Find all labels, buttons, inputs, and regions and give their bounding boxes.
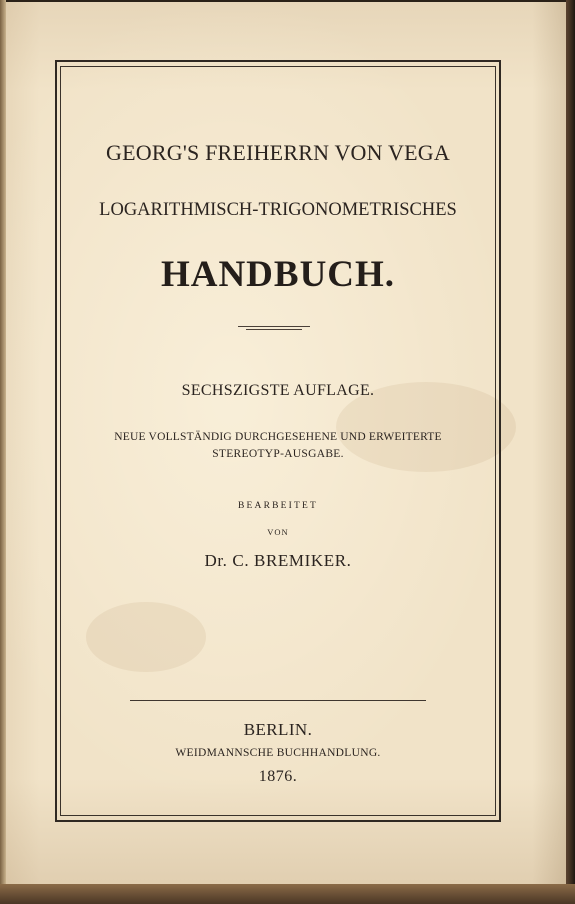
author-line: GEORG'S FREIHERRN VON VEGA [106, 140, 450, 165]
title-ornament-rule [246, 329, 302, 330]
edition-statement: SECHSZIGSTE AUFLAGE. [181, 382, 375, 399]
imprint-divider [130, 700, 426, 701]
page-edge-right [566, 0, 575, 904]
publication-city: BERLIN. [243, 720, 313, 739]
title-ornament-rule [238, 326, 310, 327]
publisher-name: WEIDMANNSCHE BUCHHANDLUNG. [175, 747, 381, 759]
publication-year: 1876. [258, 768, 298, 785]
edited-label: BEARBEITET [237, 501, 319, 511]
edition-description: STEREOTYP-AUSGABE. [212, 448, 344, 460]
edition-description: NEUE VOLLSTÄNDIG DURCHGESEHENE UND ERWEITERTE [114, 431, 442, 443]
book-title: HANDBUCH. [160, 254, 396, 295]
editor-name: Dr. C. BREMIKER. [204, 551, 352, 570]
by-label: VON [267, 527, 289, 537]
book-subtitle: LOGARITHMISCH-TRIGONOMETRISCHES [99, 200, 457, 220]
page-edge-bottom [0, 884, 575, 904]
